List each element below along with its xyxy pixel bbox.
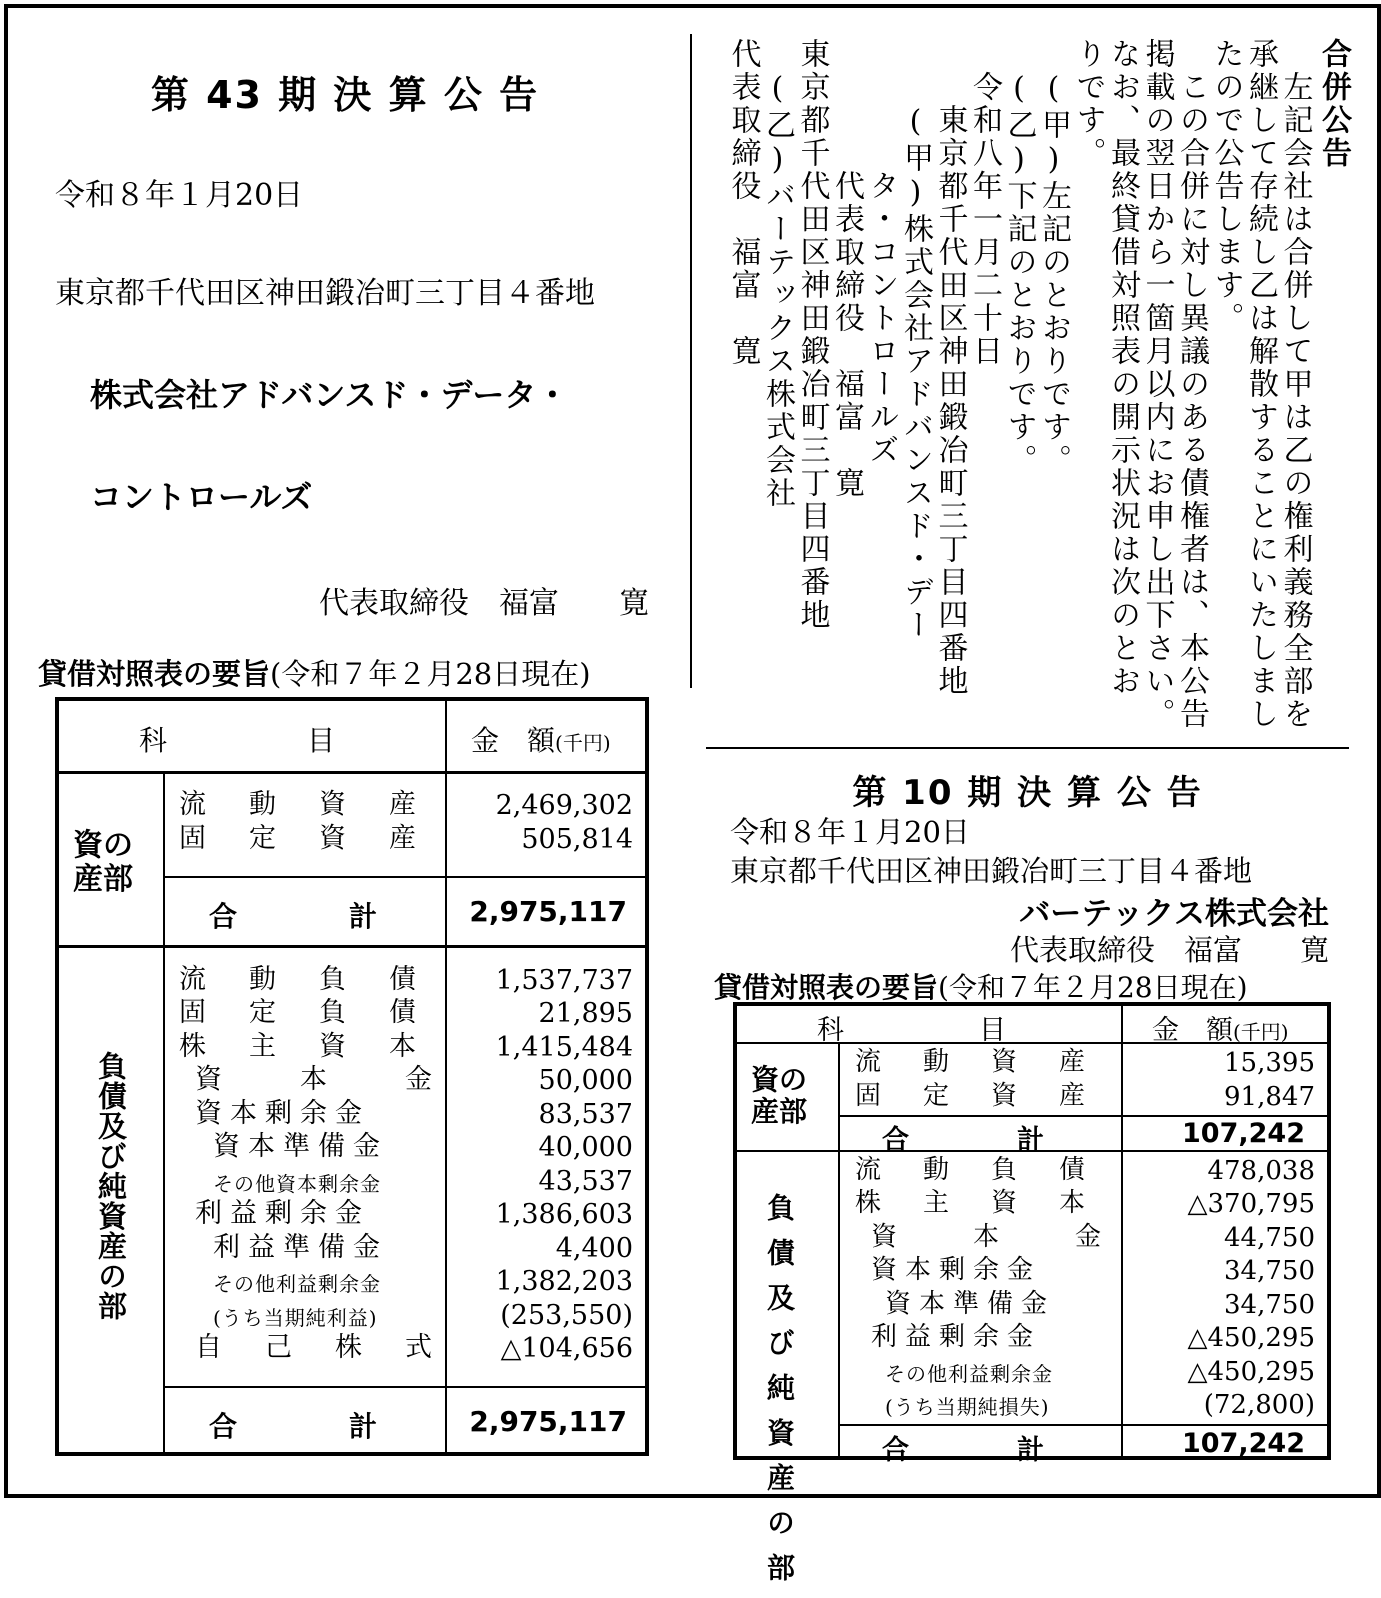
right-assets-total-label: 合 計 <box>882 1125 1044 1156</box>
row-value: 34,750 <box>1224 1289 1315 1320</box>
left-company-name-line1: 株式会社アドバンスド・データ・ <box>90 376 569 414</box>
row-label: その他利益剰余金 <box>885 1361 1053 1386</box>
merger-line: 東京都千代田区神田鍛冶町三丁目四番地 <box>932 104 968 698</box>
row-value: △450,295 <box>1187 1323 1315 1353</box>
left-notice-date: 令和８年１月20日 <box>55 178 304 213</box>
column-divider <box>690 34 692 688</box>
table-row <box>171 1266 641 1300</box>
left-col-item-header: 科 目 <box>139 724 336 757</box>
left-assets-total-value: 2,975,117 <box>469 895 627 928</box>
row-label: 資 本 金 <box>195 1064 440 1095</box>
row-value: △104,656 <box>500 1333 633 1364</box>
row-label: 資本剰余金 <box>195 1097 370 1129</box>
right-bs-title: 貸借対照表の要旨 <box>714 971 939 1004</box>
row-label: (うち当期純利益) <box>213 1305 378 1330</box>
row-label: 流 動 資 産 <box>855 1047 1094 1077</box>
row-value: 4,400 <box>555 1232 633 1264</box>
row-value: 1,537,737 <box>495 964 633 996</box>
row-label: その他利益剰余金 <box>213 1272 381 1296</box>
right-unit-label: (千円) <box>1233 1020 1289 1044</box>
row-value: 2,469,302 <box>495 790 633 821</box>
row-label: 株 主 資 本 <box>179 1030 424 1062</box>
merger-line: 令和八年一月二十日 <box>967 71 1002 368</box>
table-row <box>847 1322 1323 1356</box>
right-notice-date: 令和８年１月20日 <box>730 815 970 849</box>
row-label: 固 定 資 産 <box>179 823 424 854</box>
right-liab-col1: 負債及び純資産の部 <box>763 1193 796 1598</box>
row-label: 資 本 金 <box>871 1221 1110 1252</box>
table-row <box>171 1333 641 1367</box>
row-value: (253,550) <box>500 1299 633 1331</box>
merger-line: 代表取締役 福富 寛 <box>725 38 761 368</box>
left-company-name-line2: コントロールズ <box>90 478 313 516</box>
left-notice-title: 第 43 期 決 算 公 告 <box>150 73 540 117</box>
merger-notice <box>706 38 1350 738</box>
table-row <box>847 1389 1323 1423</box>
left-liabilities-total-value: 2,975,117 <box>469 1405 627 1438</box>
row-label: 固 定 負 債 <box>179 997 424 1028</box>
left-col-amount-header: 金 額(千円) <box>471 724 611 757</box>
right-company-name: バーテックス株式会社 <box>1019 896 1329 932</box>
right-notice-address: 東京都千代田区神田鍛冶町三丁目４番地 <box>730 854 1253 888</box>
row-value: 91,847 <box>1224 1082 1315 1112</box>
right-bs-heading <box>714 966 1248 1006</box>
row-label: 利益剰余金 <box>195 1198 370 1229</box>
row-label: 流 動 負 債 <box>855 1154 1094 1185</box>
left-liabilities-section-label: 負債及び純資産の部 <box>94 1051 128 1321</box>
section-divider <box>706 747 1349 749</box>
row-value: 21,895 <box>538 998 633 1029</box>
row-label: 資本剰余金 <box>871 1255 1042 1285</box>
merger-line: (甲)株式会社アドバンスド・デー <box>898 104 933 642</box>
merger-line: なお、最終貸借対照表の開示状況は次のとお <box>1105 38 1140 698</box>
right-bs-date: (令和７年２月28日現在) <box>938 971 1248 1004</box>
row-value: 1,415,484 <box>495 1031 633 1063</box>
row-value: 50,000 <box>538 1065 633 1096</box>
merger-line: 左記会社は合併して甲は乙の権利義務全部を <box>1277 71 1313 731</box>
merger-title: 合併公告 <box>1316 38 1351 170</box>
row-label: 固 定 資 産 <box>855 1081 1094 1111</box>
row-value: 43,537 <box>538 1165 633 1197</box>
merger-line: (乙)下記のとおりです。 <box>1001 71 1037 477</box>
row-label: 資本準備金 <box>213 1131 388 1162</box>
row-value: 1,382,203 <box>495 1266 633 1297</box>
row-label: 流 動 資 産 <box>179 789 424 820</box>
left-representative: 代表取締役 福富 寛 <box>319 586 649 621</box>
left-balance-sheet <box>55 697 649 1456</box>
merger-line: この合併に対し異議のある債権者は、本公告 <box>1174 71 1209 731</box>
right-balance-sheet <box>733 1002 1331 1598</box>
row-value: 44,750 <box>1224 1222 1315 1253</box>
right-assets-section-label: 資の産部 <box>751 1063 808 1128</box>
left-assets-section-label: 資の産部 <box>73 828 133 897</box>
row-label: (うち当期純損失) <box>885 1395 1050 1419</box>
left-bs-date: (令和７年２月28日現在) <box>270 657 591 691</box>
right-liabilities-total-value: 107,242 <box>1182 1428 1305 1459</box>
table-row <box>171 1132 641 1166</box>
row-value: 478,038 <box>1207 1155 1315 1186</box>
row-value: △370,795 <box>1187 1189 1315 1219</box>
row-label: 利益剰余金 <box>871 1322 1042 1352</box>
table-row <box>171 1232 641 1266</box>
merger-line: (甲)左記のとおりです。 <box>1036 71 1071 477</box>
row-label: 自 己 株 式 <box>195 1332 440 1363</box>
left-bs-heading <box>38 652 591 693</box>
row-value: 505,814 <box>521 824 633 855</box>
merger-line: 代表取締役 福富 寛 <box>829 170 864 500</box>
left-unit-label: (千円) <box>555 731 611 755</box>
row-label: 流 動 負 債 <box>179 963 424 995</box>
merger-line: タ・コントロールズ <box>863 170 899 467</box>
merger-line: たので公告します。 <box>1208 38 1244 335</box>
left-assets-total-label: 合 計 <box>209 900 378 933</box>
left-liabilities-total-label: 合 計 <box>209 1410 378 1443</box>
merger-line: りです。 <box>1070 38 1106 170</box>
row-value: 15,395 <box>1224 1048 1315 1078</box>
merger-line: 承継して存続し乙は解散することにいたしまし <box>1243 38 1278 731</box>
table-row <box>847 1080 1323 1114</box>
row-label: 株 主 資 本 <box>855 1188 1094 1218</box>
table-row <box>171 823 641 857</box>
left-notice-address: 東京都千代田区神田鍛冶町三丁目４番地 <box>55 276 595 311</box>
merger-line: 掲載の翌日から一箇月以内にお申し出下さい。 <box>1139 38 1175 731</box>
left-bs-title: 貸借対照表の要旨 <box>38 657 271 691</box>
row-value: 34,750 <box>1224 1256 1315 1286</box>
row-value: (72,800) <box>1203 1390 1315 1420</box>
row-label: 資本準備金 <box>885 1288 1056 1319</box>
table-row <box>847 1355 1323 1389</box>
row-label: 利益準備金 <box>213 1231 388 1263</box>
row-value: △450,295 <box>1187 1356 1315 1387</box>
right-col-item-header: 科 目 <box>817 1015 1006 1046</box>
right-representative: 代表取締役 福富 寛 <box>1009 933 1329 967</box>
right-assets-total-value: 107,242 <box>1182 1118 1305 1149</box>
row-value: 83,537 <box>538 1098 633 1130</box>
right-col-amount-header: 金 額(千円) <box>1152 1015 1289 1046</box>
row-value: 1,386,603 <box>495 1199 633 1230</box>
right-notice-title: 第 10 期 決 算 公 告 <box>852 773 1203 813</box>
merger-line: (乙)バーテックス株式会社 <box>760 71 795 510</box>
right-liabilities-total-label: 合 計 <box>882 1435 1044 1466</box>
row-value: 40,000 <box>538 1132 633 1163</box>
right-liabilities-section-label <box>751 1181 831 1598</box>
merger-line: 東京都千代田区神田鍛冶町三丁目四番地 <box>794 38 830 632</box>
row-label: その他資本剰余金 <box>213 1171 381 1196</box>
